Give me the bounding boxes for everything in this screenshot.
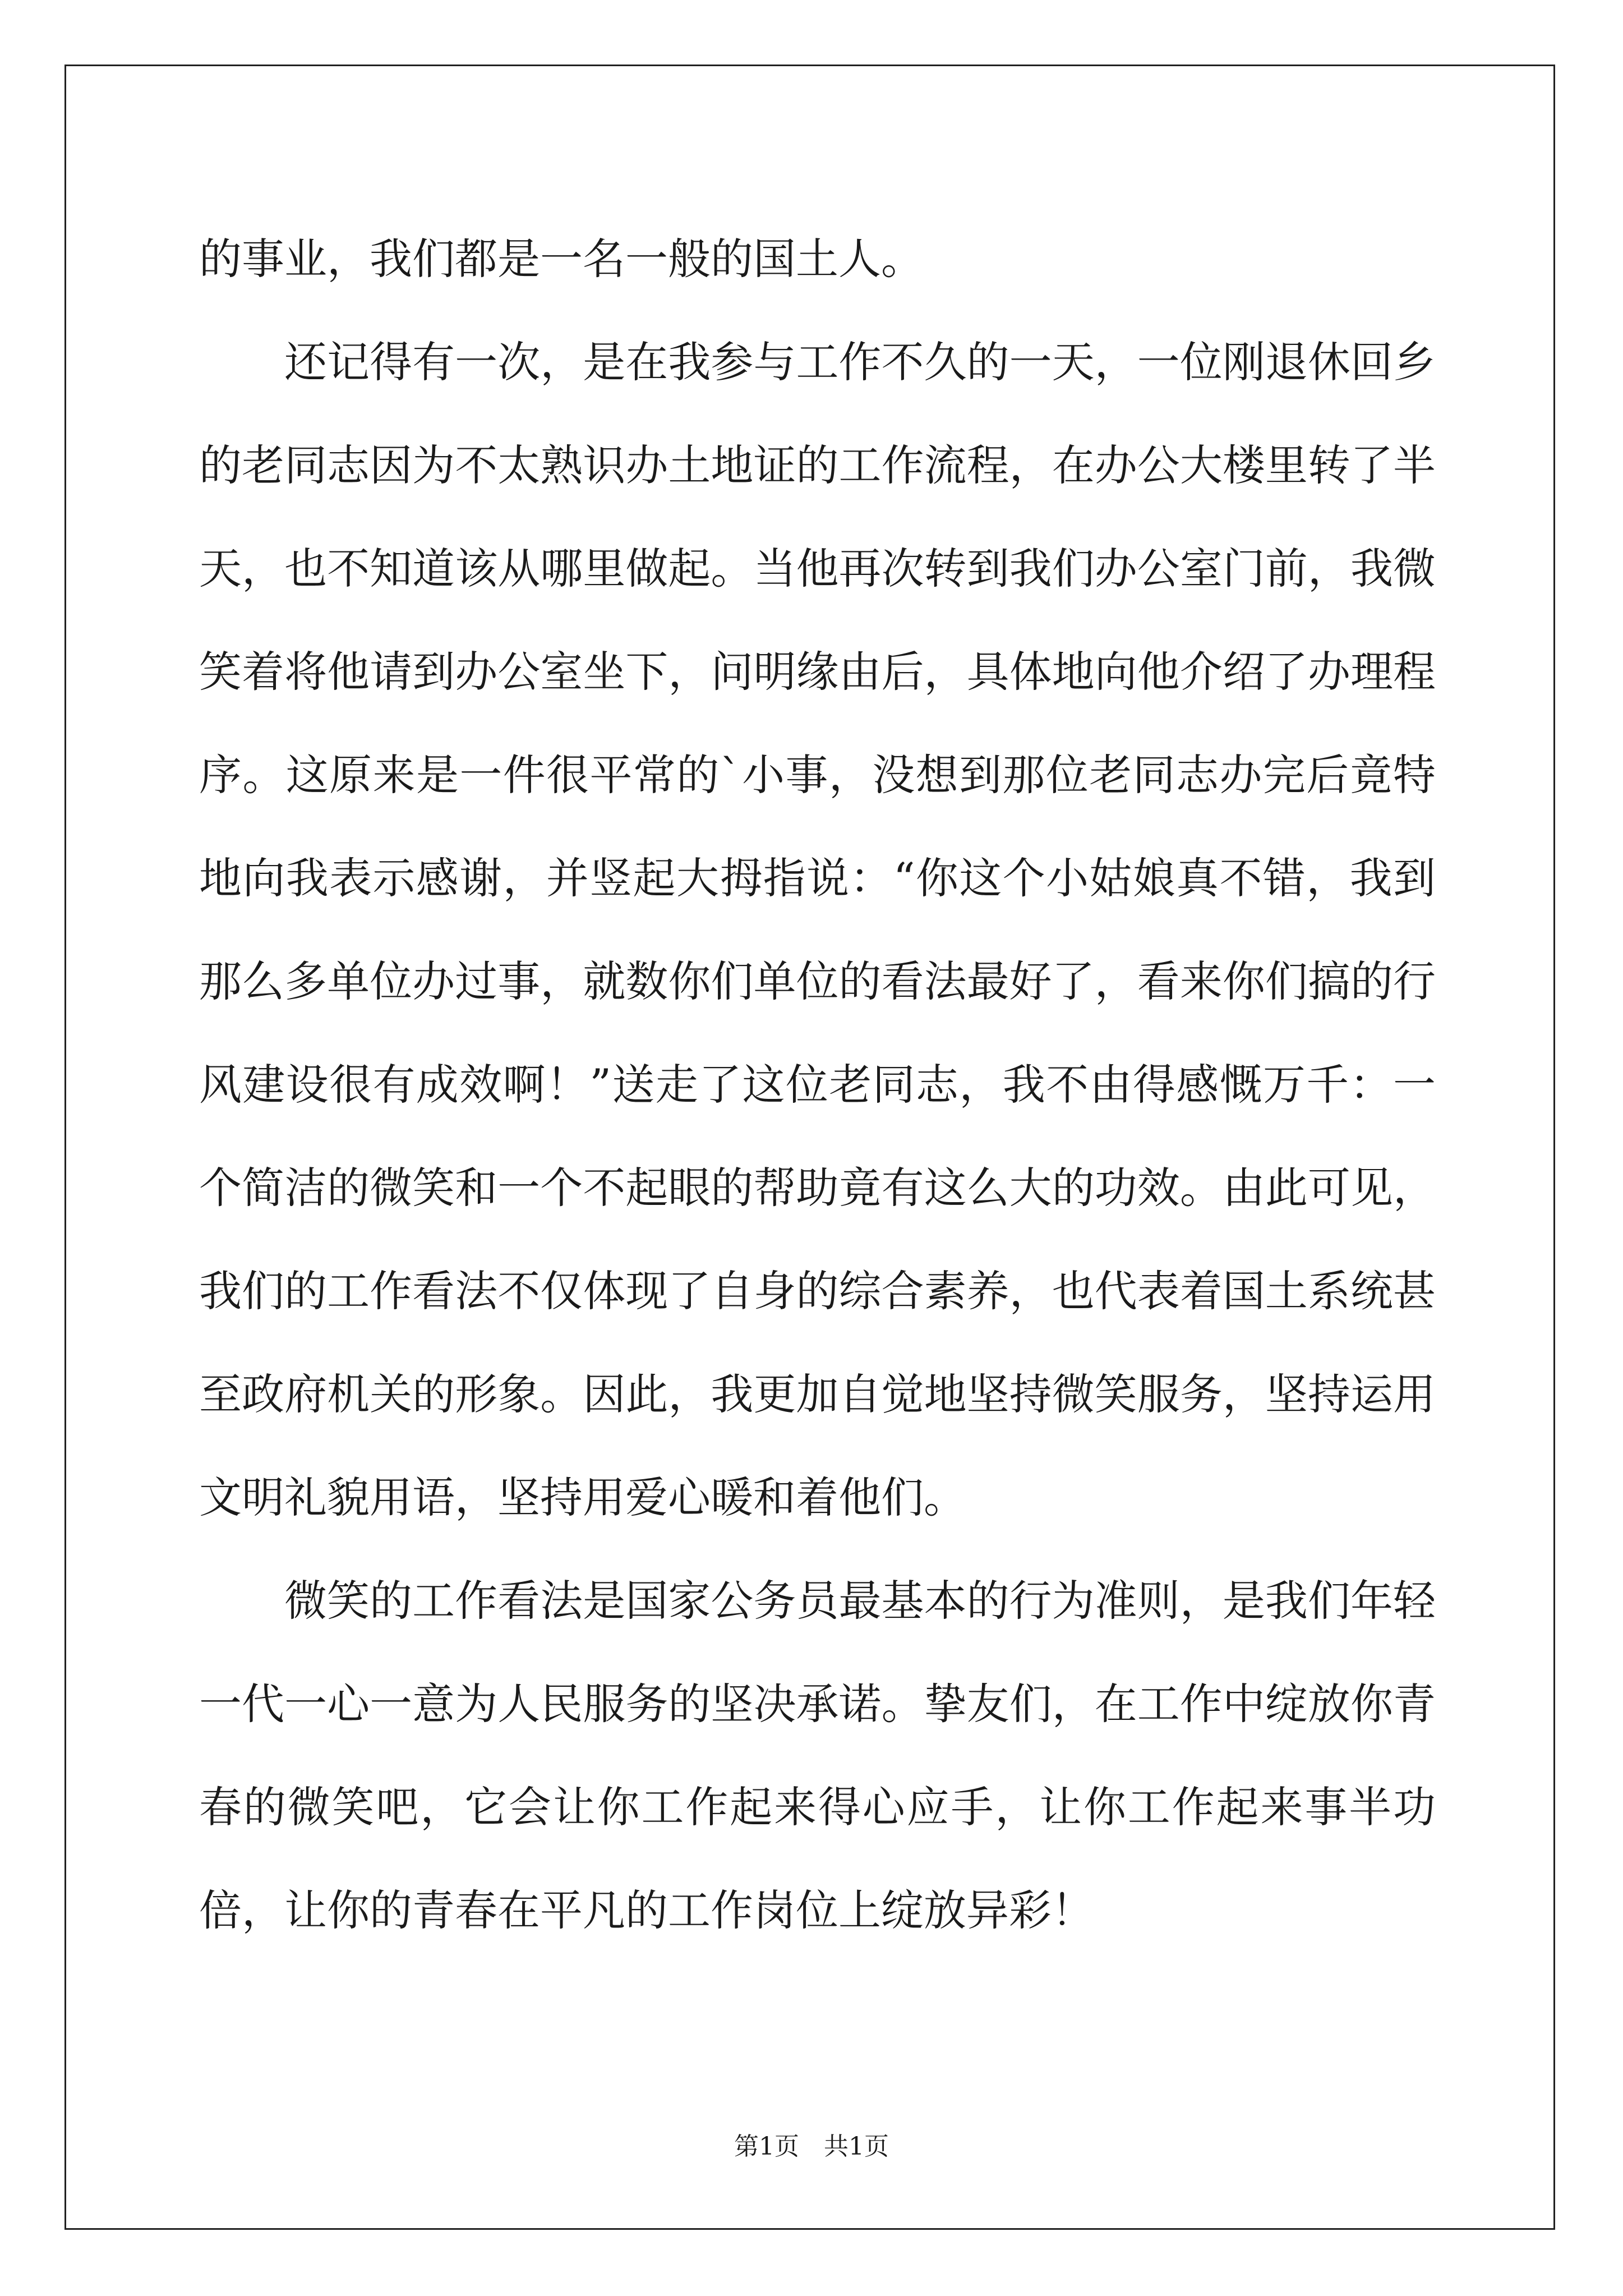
document-body (199, 208, 1436, 1962)
paragraph: 的事业，我们都是一名一般的国土人。 (199, 234, 924, 284)
paragraph: 还记得有一次，是在我参与工作不久的一天，一位刚退休回乡的老同志因为不太熟识办土地证的工作流程，在办公大楼里转了半天，也不知道该从哪里做起。当他再次转到我们办公室门前，我微笑着将他请到办公室坐下，问明缘由后，具体地向他介绍了办理程序。这原来是一件很平常的`小事，没想到那位老同志办完后竟特地向我表示感谢，并竖起大拇指说：“你这个小姑娘真不错，我到那么多单位办过事，就数你们单位的看法最好了，看来你们搞的行风建设很有成效啊！”送走了这位老同志，我不由得感慨万千：一个简洁的微笑和一个不起眼的帮助竟有这么大的功效。由此可见，我们的工作看法不仅体现了自身的综合素养，也代表着国土系统甚至政府机关的形象。因此，我更加自觉地坚持微笑服务，坚持运用文明礼貌用语，坚持用爱心暖和着他们。 (199, 337, 1436, 1522)
page-number-footer: 第1页 共1页 (734, 2132, 889, 2161)
paragraph: 微笑的工作看法是国家公务员最基本的行为准则，是我们年轻一代一心一意为人民服务的坚决承诺。挚友们，在工作中绽放你青春的微笑吧，它会让你工作起来得心应手，让你工作起来事半功倍，让你的青春在平凡的工作岗位上绽放异彩！ (199, 1576, 1436, 1935)
